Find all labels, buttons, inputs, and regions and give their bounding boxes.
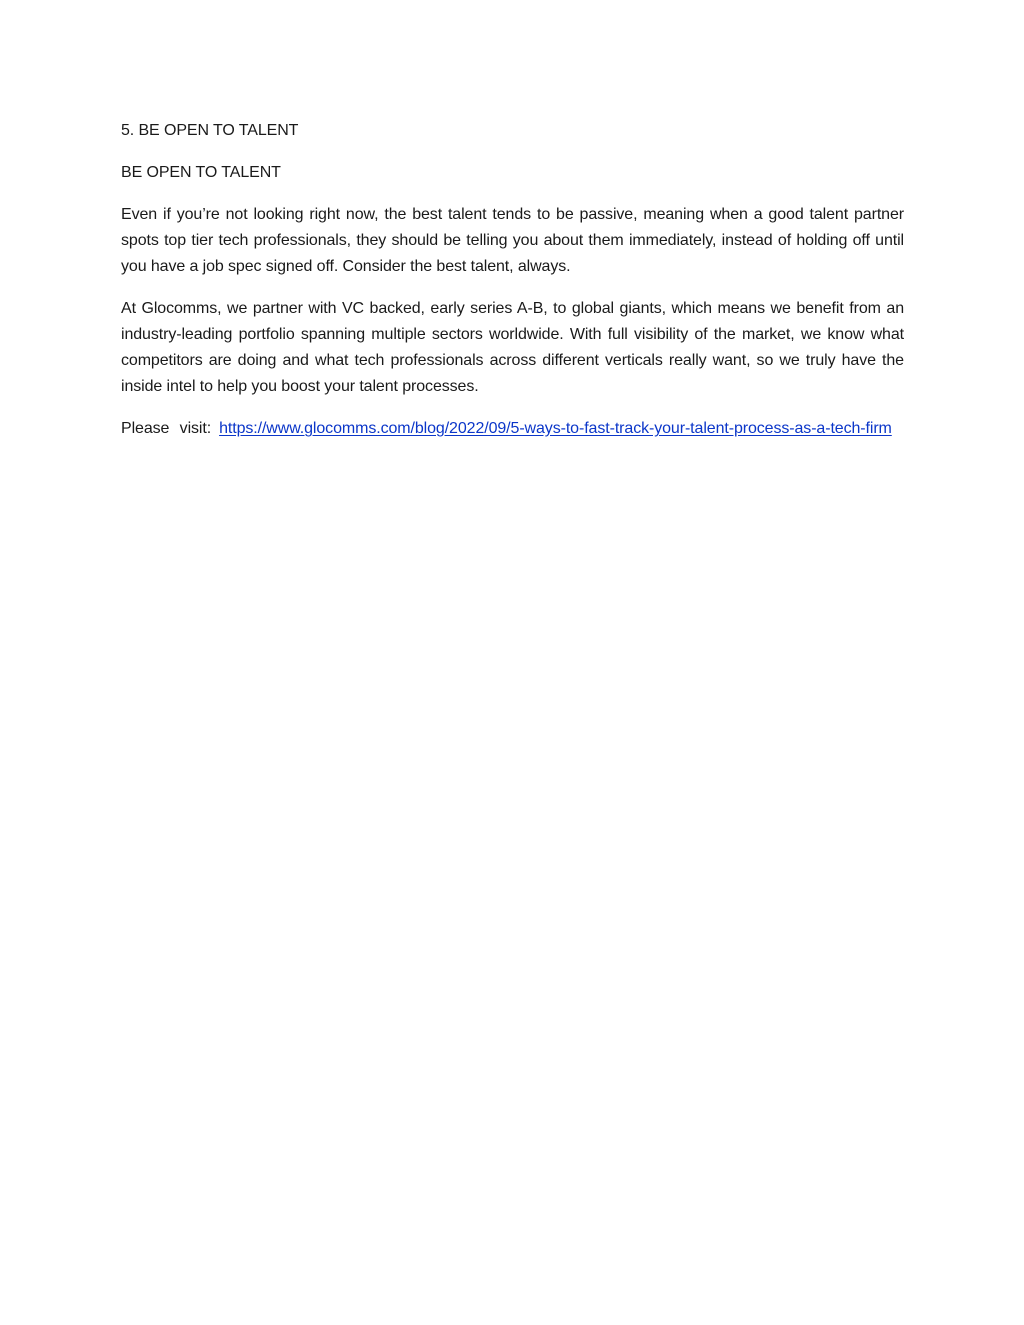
paragraph-passive-talent: Even if you’re not looking right now, the best talent tends to be passive, meaning when a good talent partner spots top tier tech professionals, they should be telling you about them immediately, instead of holding off until you have a job spec signed off. Consider the best talent, always. <box>121 206 904 275</box>
paragraph-glocomms: At Glocomms, we partner with VC backed, early series A-B, to global giants, which means we benefit from an industry-leading portfolio spanning multiple sectors worldwide. With full visibility of the market, we know what competitors are doing and what tech professionals across different verticals really want, so we truly have the inside intel to help you boost your talent processes. <box>121 300 904 395</box>
blog-link[interactable]: https://www.glocomms.com/blog/2022/09/5-ways-to-fast-track-your-talent-process-as-a-tech-firm <box>219 420 892 437</box>
document-body <box>121 118 904 442</box>
section-subheading: BE OPEN TO TALENT <box>121 164 281 181</box>
visit-label: Please visit: <box>121 420 212 437</box>
section-heading: 5. BE OPEN TO TALENT <box>121 122 299 139</box>
visit-line <box>121 416 904 442</box>
